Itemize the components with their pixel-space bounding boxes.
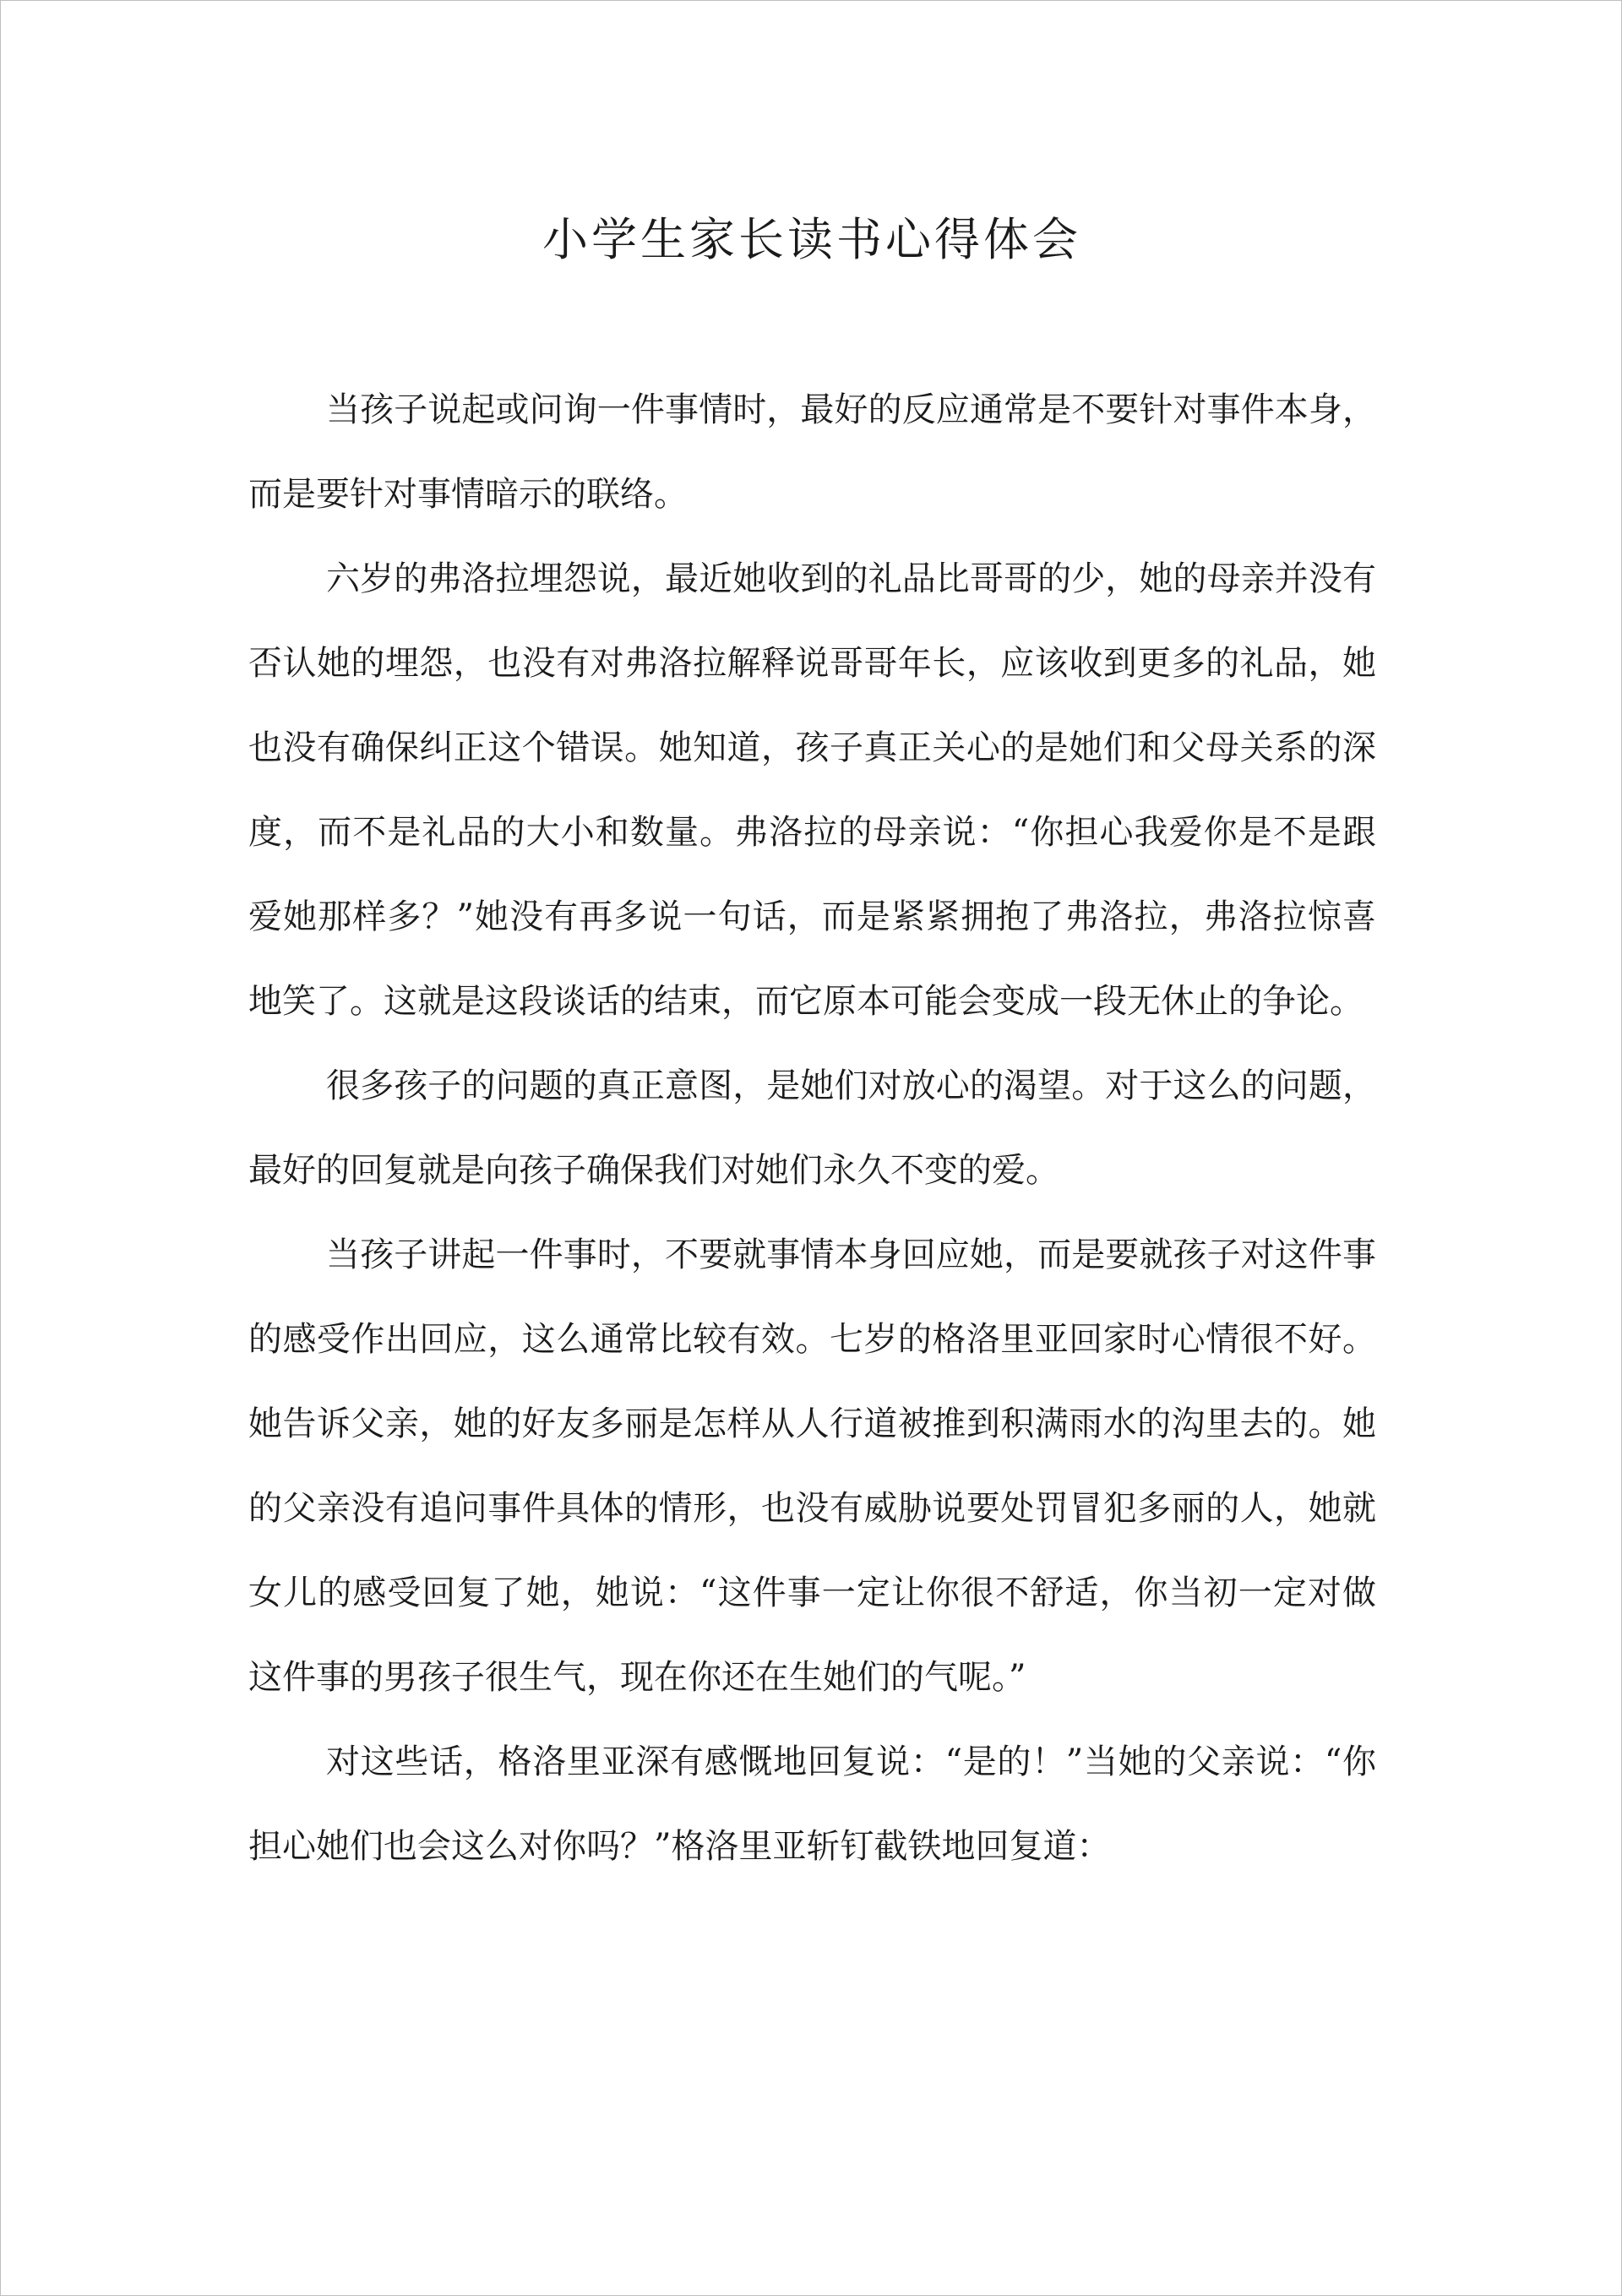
paragraph: 对这些话，格洛里亚深有感慨地回复说：“是的！”当她的父亲说：“你担心她们也会这么对你吗？”格洛里亚斩钉截铁地回复道： <box>248 1742 1376 1866</box>
paragraph: 很多孩子的问题的真正意图，是她们对放心的渴望。对于这么的问题，最好的回复就是向孩子确保我们对她们永久不变的爱。 <box>248 1066 1376 1190</box>
paragraph: 当孩子说起或问询一件事情时，最好的反应通常是不要针对事件本身，而是要针对事情暗示的联络。 <box>248 390 1376 514</box>
document-body <box>248 368 1376 1889</box>
paragraph: 当孩子讲起一件事时，不要就事情本身回应她，而是要就孩子对这件事的感受作出回应，这么通常比较有效。七岁的格洛里亚回家时心情很不好。她告诉父亲，她的好友多丽是怎样从人行道被推到积满雨水的沟里去的。她的父亲没有追问事件具体的情形，也没有威胁说要处罚冒犯多丽的人，她就女儿的感受回复了她，她说：“这件事一定让你很不舒适，你当初一定对做这件事的男孩子很生气，现在你还在生她们的气呢。” <box>248 1235 1376 1697</box>
document-title: 小学生家长读书心得体会 <box>542 213 1081 266</box>
paragraph: 六岁的弗洛拉埋怨说，最近她收到的礼品比哥哥的少，她的母亲并没有否认她的埋怨，也没有对弗洛拉解释说哥哥年长，应该收到更多的礼品，她也没有确保纠正这个错误。她知道，孩子真正关心的是她们和父母关系的深度，而不是礼品的大小和数量。弗洛拉的母亲说：“你担心我爱你是不是跟爱她那样多？”她没有再多说一句话，而是紧紧拥抱了弗洛拉，弗洛拉惊喜地笑了。这就是这段谈话的结束，而它原本可能会变成一段无休止的争论。 <box>248 559 1376 1021</box>
